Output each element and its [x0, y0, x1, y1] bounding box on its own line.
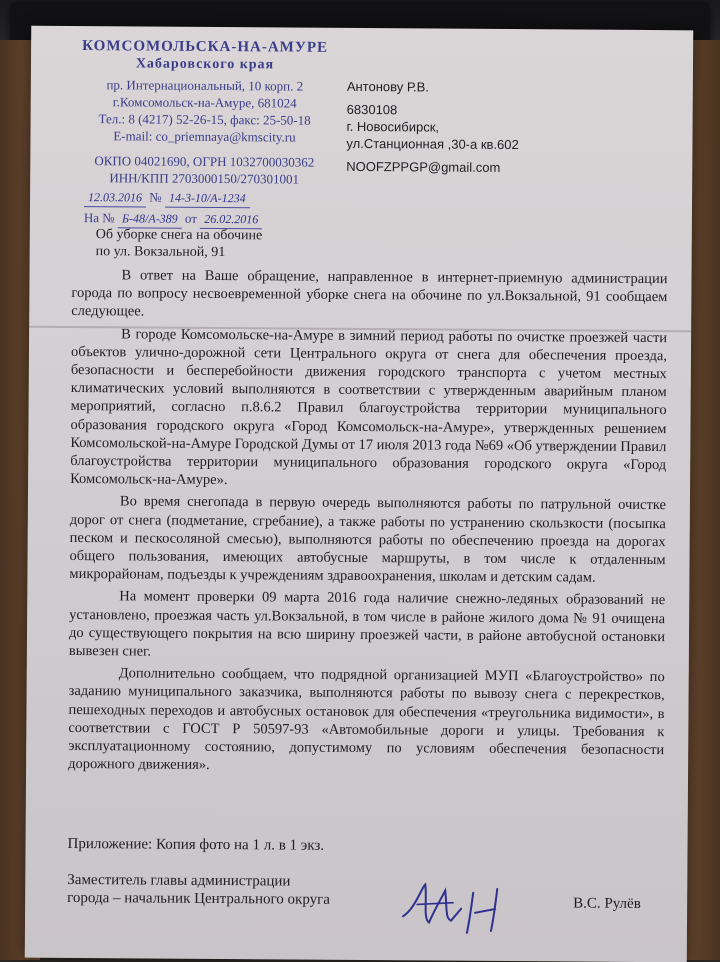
- outgoing-date: 12.03.2016: [84, 189, 146, 207]
- address-line: г.Комсомольск-на-Амуре, 681024: [112, 94, 297, 111]
- email-line: E-mail: co_priemnaya@kmscity.ru: [113, 128, 296, 145]
- body-paragraph: В городе Комсомольске-на-Амуре в зимний период работы по очистке проезжей части объектов улично-дорожной сети Центрального округа от снега для обеспечения проезда, безопасности и бесперебойности движения городского транспорта с учетом местных климатических условий выполняются в соответствии с утвержденным аварийным планом мероприятий, согласно п.8.6.2 Правил благоустройства территории муниципального образования городского округа «Город Комсомольск-на-Амуре», утвержденных решением Комсомольской-на-Амуре Городской Думы от 17 июля 2013 года №69 «Об утверждении Правил благоустройства территории муниципального образования городского округа «Город Комсомольск-на-Амуре».: [70, 325, 668, 489]
- org-name: КОМСОМОЛЬСКА-НА-АМУРЕ: [82, 38, 329, 56]
- recipient-name: Антонову Р.В.: [346, 78, 430, 95]
- recipient-street: ул.Станционная ,30-а кв.602: [346, 135, 519, 153]
- signatory-title-line: города – начальник Центрального округа: [67, 889, 331, 908]
- recipient-email: NOOFZPPGP@gmail.com: [346, 158, 501, 175]
- recipient-city: г. Новосибирск,: [346, 118, 440, 135]
- address-line: пр. Интернациональный, 10 корп. 2: [106, 77, 304, 94]
- attachment-note: Приложение: Копия фото на 1 л. в 1 экз.: [67, 835, 325, 854]
- letterhead-stamp: [74, 38, 335, 230]
- signatory-title: [67, 871, 387, 909]
- subject-line: Об уборке снега на обочине: [95, 227, 263, 244]
- outgoing-reference: 12.03.2016 № 14-3-10/А-1234: [74, 188, 334, 209]
- inn-line: ИНН/КПП 2703000150/270301001: [109, 170, 300, 187]
- body-paragraph: Во время снегопада в первую очередь выполняются работы по патрульной очистке дорог от снега (подметание, сгребание), а также работы по устранению скользкости (посыпка песком и пескосоляной смесью), выполняются работы по обеспечению проезда на дорогах общего пользования, имеющих автобусные маршруты, в том числе к отдаленным микрорайонам, подъезды к учреждениям здравоохранения, школам и детским садам.: [69, 493, 666, 586]
- incoming-label: На №: [83, 210, 115, 226]
- recipient-block: [346, 78, 667, 177]
- org-region: Хабаровского края: [135, 56, 275, 73]
- signatory-title-line: Заместитель главы администрации: [67, 871, 291, 890]
- okpo-line: ОКПО 04021690, ОГРН 1032700030362: [94, 153, 315, 170]
- handwritten-signature: [395, 878, 515, 935]
- outgoing-number: 14-3-10/А-1234: [165, 190, 250, 209]
- body-paragraph: На момент проверки 09 марта 2016 года наличие снежно-ледяных образований не установлено, проезжая часть ул.Вокзальной, в том числе в районе жилого дома № 91 очищена до существующего покрытия на всю ширину проезжей части, в районе автобусной остановки вывезен снег.: [68, 588, 666, 660]
- subject-block: [96, 226, 356, 262]
- recipient-postcode: 6830108: [346, 101, 398, 118]
- signatory-name: В.С. Рулёв: [573, 895, 641, 912]
- letter-sheet: [25, 26, 693, 962]
- subject-line: по ул. Вокзальной, 91: [95, 244, 226, 261]
- incoming-reference: На № Б-48/А-389 от 26.02.2016: [74, 209, 334, 230]
- phone-line: Тел.: 8 (4217) 52-26-15, факс: 25-50-18: [98, 111, 311, 128]
- incoming-number: Б-48/А-389: [118, 210, 182, 228]
- incoming-date: 26.02.2016: [200, 211, 262, 229]
- body-paragraph: Дополнительно сообщаем, что подрядной организацией МУП «Благоустройство» по заданию муниципального заказчика, выполняются работы по вывозу снега с перекрестков, пешеходных переходов и автобусных остановок для обеспечения «треугольника видимости», в соответствии с ГОСТ Р 50597-93 «Автомобильные дороги и улицы. Требования к эксплуатационному состоянию, допустимому по условиям обеспечения безопасности дорожного движения».: [68, 665, 665, 774]
- letter-body: [68, 266, 668, 782]
- body-paragraph: В ответ на Ваше обращение, направленное в интернет-приемную администрации города по вопросу несвоевременной уборке снега на обочине по ул.Вокзальной, 91 сообщаем следующее.: [71, 267, 668, 320]
